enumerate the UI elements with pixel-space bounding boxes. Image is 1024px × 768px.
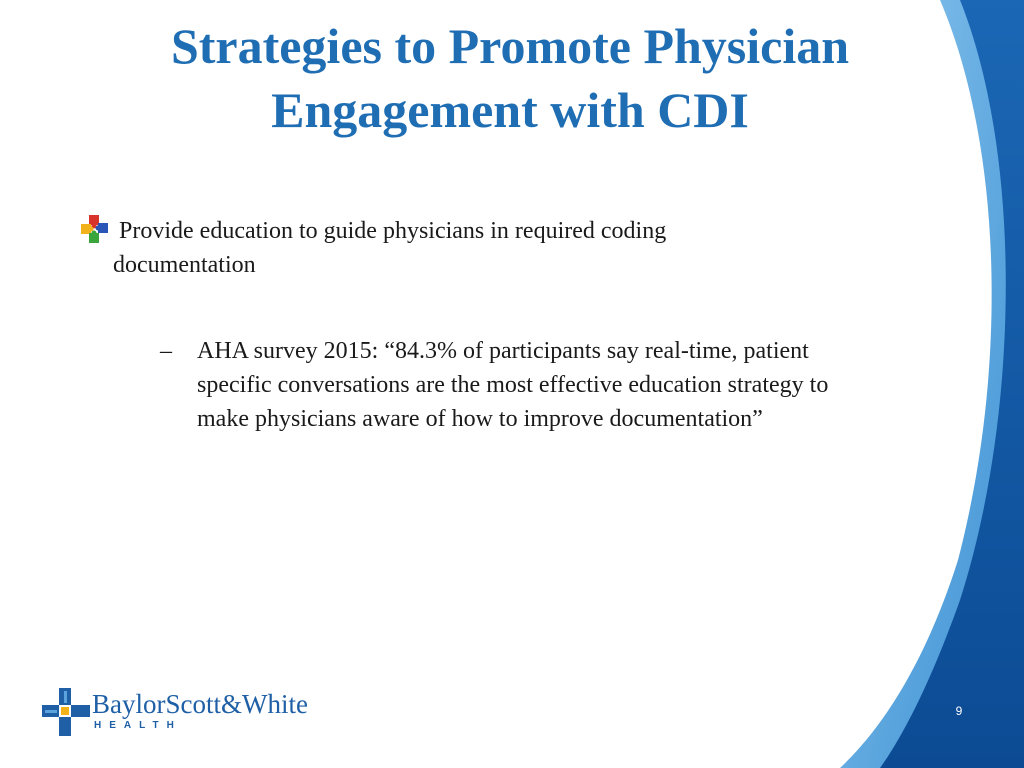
puzzle-icon (80, 214, 110, 244)
sub-bullet-dash: – (160, 338, 172, 364)
cross-logo-icon (42, 688, 90, 736)
bullet-2-text: AHA survey 2015: “84.3% of participants say real-time, patient specific conversations are the most effective education strategy to make physicians aware of how to improve documentation” (197, 338, 829, 432)
logo-wordmark: BaylorScott&White (92, 689, 308, 719)
title-line-2: Engagement with CDI (271, 82, 749, 138)
bullet-item-2 (160, 334, 840, 436)
bullet-item-1 (80, 214, 800, 282)
title-line-1: Strategies to Promote Physician (170, 18, 850, 74)
logo-subtitle: HEALTH (94, 720, 182, 731)
bullet-1-text: Provide education to guide physicians in required coding documentation (113, 218, 667, 278)
wave-notch (866, 640, 880, 674)
page-number: 9 (955, 704, 963, 718)
baylor-scott-white-logo (42, 688, 332, 738)
slide-title (80, 14, 940, 142)
